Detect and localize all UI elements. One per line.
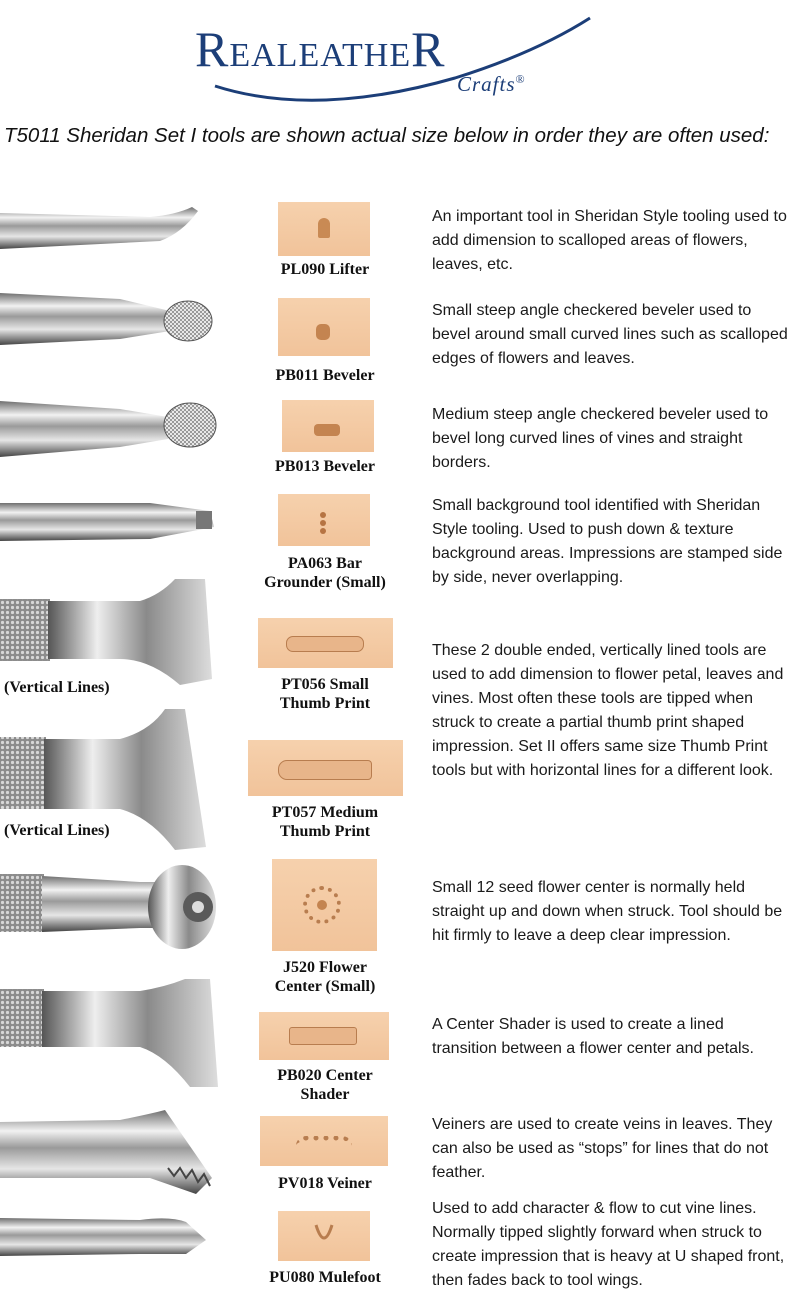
tool-code: PT056 Small <box>281 676 369 693</box>
mulefoot-impression-sample <box>278 1211 370 1261</box>
logo-letters: EALEATHE <box>229 37 412 74</box>
tool-caption <box>250 366 400 385</box>
tool-description: Small steep angle checkered beveler used to bevel around small curved lines such as scalloped edges of flowers and leaves. <box>432 302 788 367</box>
impression-mark <box>314 424 340 436</box>
center-shader-impression-sample <box>259 1012 389 1060</box>
thumb-print-impression-sample <box>258 618 393 668</box>
small-beveler-tool-image <box>0 285 215 355</box>
veiner-tool-image <box>0 1108 218 1198</box>
side-label: (Vertical Lines) <box>4 822 110 839</box>
tool-code-line2: Grounder (Small) <box>264 574 386 591</box>
impression-mark <box>278 760 372 780</box>
small-thumb-print-tool-image <box>0 575 220 690</box>
tool-caption <box>250 554 400 592</box>
tool-caption <box>250 1174 400 1193</box>
logo-letter: R <box>195 21 230 77</box>
tool-code: PT057 Medium <box>271 804 379 821</box>
tool-description: These 2 double ended, vertically lined tools are used to add dimension to flower petal, leaves and vines. Most often these tools are tipped when struck to create a partial thumb print shaped impression. Set II offers same size Thumb Print tools but with horizontal lines for a different look. <box>432 642 784 779</box>
bar-grounder-tool-image <box>0 495 220 550</box>
tool-code: PV018 Veiner <box>278 1175 372 1192</box>
impression-mark <box>316 324 330 340</box>
logo-letter: R <box>411 21 446 77</box>
beveler-impression-sample <box>282 400 374 452</box>
tool-code: PA063 Bar <box>288 555 362 572</box>
impression-mark <box>296 1136 352 1146</box>
tool-code: PL090 Lifter <box>280 261 370 278</box>
tool-code: PB011 Beveler <box>275 367 375 384</box>
thumb-print-impression-sample <box>248 740 403 796</box>
impression-dot <box>320 520 326 526</box>
tool-caption <box>250 1066 400 1104</box>
flower-center-tool-image <box>0 860 220 955</box>
impression-mark <box>278 1211 370 1261</box>
tool-code-line2: Shader <box>300 1086 350 1103</box>
lifter-impression-sample <box>278 202 370 256</box>
tool-description: Small background tool identified with Sheridan Style tooling. Used to push down & texture background areas. Impressions are stamped side by side, never overlapping. <box>432 497 783 586</box>
medium-beveler-tool-image <box>0 395 220 465</box>
impression-dot <box>320 528 326 534</box>
impression-dot <box>320 512 326 518</box>
tool-code-line2: Thumb Print <box>279 823 371 840</box>
impression-mark <box>318 218 330 238</box>
tool-description: An important tool in Sheridan Style tooling used to add dimension to scalloped areas of flowers, leaves, etc. <box>432 208 787 273</box>
grounder-impression-sample <box>278 494 370 546</box>
tool-caption <box>240 803 410 841</box>
logo-wordmark <box>195 20 445 78</box>
tool-code: PB013 Beveler <box>275 458 375 475</box>
tool-description: Medium steep angle checkered beveler used to bevel long curved lines of vines and straight borders. <box>432 406 769 471</box>
flower-center-impression-sample <box>272 859 377 951</box>
tool-caption <box>250 260 400 279</box>
registered-mark: ® <box>515 72 526 86</box>
tool-caption <box>250 958 400 996</box>
flower-center-mark <box>317 900 327 910</box>
tool-caption <box>250 1268 400 1287</box>
side-label: (Vertical Lines) <box>4 679 110 696</box>
center-shader-tool-image <box>0 975 222 1090</box>
logo-sub-text: Crafts <box>457 72 516 96</box>
logo-subtitle <box>457 72 526 97</box>
tool-code-line2: Center (Small) <box>274 978 376 995</box>
tool-description: A Center Shader is used to create a lined transition between a flower center and petals. <box>432 1016 754 1057</box>
tool-code: PB020 Center <box>277 1067 373 1084</box>
impression-mark <box>289 1027 357 1045</box>
tool-code: J520 Flower <box>283 959 367 976</box>
veiner-impression-sample <box>260 1116 388 1166</box>
tool-code-line2: Thumb Print <box>279 695 371 712</box>
realeather-logo <box>195 8 595 98</box>
tool-caption <box>250 457 400 476</box>
tool-description: Used to add character & flow to cut vine lines. Normally tipped slightly forward when struck to create impression that is heavy at U shaped front, then fades back to tool wings. <box>432 1200 785 1289</box>
tool-code: PU080 Mulefoot <box>269 1269 381 1286</box>
tool-description: Veiners are used to create veins in leaves. They can also be used as “stops” for lines that do not feather. <box>432 1116 773 1181</box>
lifter-tool-image <box>0 205 200 257</box>
tool-description: Small 12 seed flower center is normally held straight up and down when struck. Tool should be hit firmly to leave a deep clear impression. <box>432 879 783 944</box>
beveler-impression-sample <box>278 298 370 356</box>
tool-caption <box>245 675 405 713</box>
impression-mark <box>286 636 364 652</box>
page-headline: T5011 Sheridan Set I tools are shown actual size below in order they are often used: <box>4 124 770 147</box>
mulefoot-tool-image <box>0 1212 212 1262</box>
